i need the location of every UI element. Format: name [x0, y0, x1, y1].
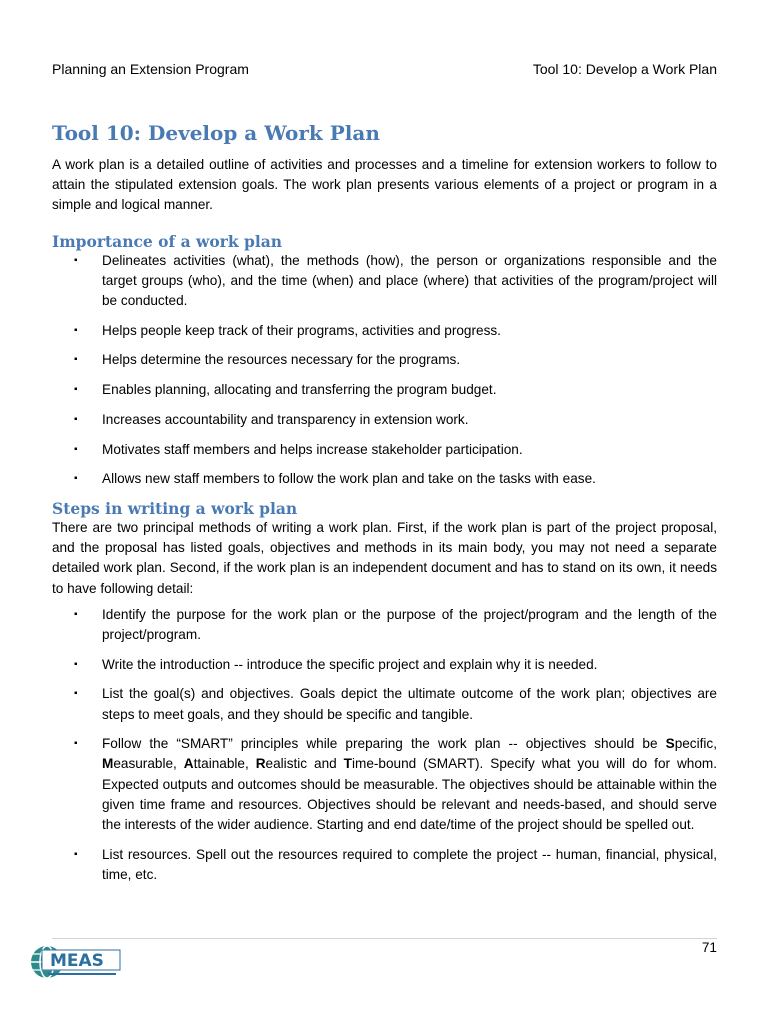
list-item: ▪ Allows new staff members to follow the work plan and take on the tasks with ease.: [52, 469, 717, 489]
list-item: ▪ Helps people keep track of their programs, activities and progress.: [52, 321, 717, 341]
bullet-icon: ▪: [74, 443, 78, 455]
steps-list: [52, 605, 717, 885]
header-right: Tool 10: Develop a Work Plan: [532, 61, 717, 77]
bullet-icon: ▪: [74, 413, 78, 425]
list-item: ▪ Write the introduction -- introduce the specific project and explain why it is needed.: [52, 655, 717, 675]
list-item: ▪ List resources. Spell out the resources required to complete the project -- human, financial, physical, time, etc.: [74, 846, 717, 882]
bullet-icon: ▪: [74, 254, 78, 266]
bullet-icon: ▪: [74, 738, 78, 750]
logo-text: MEAS: [50, 951, 104, 971]
list-item: ▪ Identify the purpose for the work plan or the purpose of the project/program and the length of the project/program.: [74, 606, 717, 642]
importance-heading: Importance of a work plan: [52, 231, 283, 251]
steps-heading: Steps in writing a work plan: [52, 498, 298, 518]
bullet-icon: ▪: [74, 608, 78, 620]
list-item: ▪ Motivates staff members and helps increase stakeholder participation.: [52, 440, 717, 460]
intro-paragraph: A work plan is a detailed outline of activities and processes and a timeline for extension workers to follow to attain the stipulated extension goals. The work plan presents various elements of a project or program in a simple and logical manner.: [52, 157, 717, 213]
list-item: ▪ Increases accountability and transparency in extension work.: [52, 410, 717, 430]
footer-divider: [52, 938, 717, 939]
list-item: ▪ Helps determine the resources necessary for the programs.: [52, 350, 717, 370]
importance-list: [52, 251, 717, 490]
bullet-icon: ▪: [74, 848, 78, 860]
bullet-icon: ▪: [74, 473, 78, 485]
bullet-icon: ▪: [74, 324, 78, 336]
list-item: ▪ Delineates activities (what), the methods (how), the person or organizations responsible and the target groups (who), and the time (when) and place (where) that activities of the program/project will be conducted.: [74, 252, 717, 309]
bullet-icon: ▪: [74, 658, 78, 670]
list-item: ▪ List the goal(s) and objectives. Goals depict the ultimate outcome of the work plan; objectives are steps to meet goals, and they should be specific and tangible.: [74, 686, 717, 722]
meas-logo: [28, 940, 123, 982]
list-item-smart: ▪ Follow the “SMART” principles while preparing the work plan -- objectives should be Specific, Measurable, Attainable, Realistic and Time-bound (SMART). Specify what you will do for whom. Expected outputs and outcomes should be measurable. The objectives should be attainable within the given time frame and resources. Objectives should be relevant and needs-based, and should serve the interests of the wider audience. Starting and end date/time of the project should be spelled out.: [74, 736, 718, 833]
page-title: Tool 10: Develop a Work Plan: [52, 121, 380, 145]
page-header: [52, 61, 717, 78]
list-item: ▪ Enables planning, allocating and transferring the program budget.: [52, 380, 717, 400]
header-left: Planning an Extension Program: [52, 61, 249, 77]
page-content: [52, 119, 717, 895]
bullet-icon: ▪: [74, 354, 78, 366]
bullet-icon: ▪: [74, 384, 78, 396]
steps-intro-paragraph: There are two principal methods of writing a work plan. First, if the work plan is part of the project proposal, and the proposal has listed goals, objectives and methods in its main body, you may not need a separate detailed work plan. Second, if the work plan is an independent document and has to stand on its own, it needs to have following detail:: [52, 519, 717, 596]
bullet-icon: ▪: [74, 688, 78, 700]
page-number: 71: [701, 940, 717, 955]
